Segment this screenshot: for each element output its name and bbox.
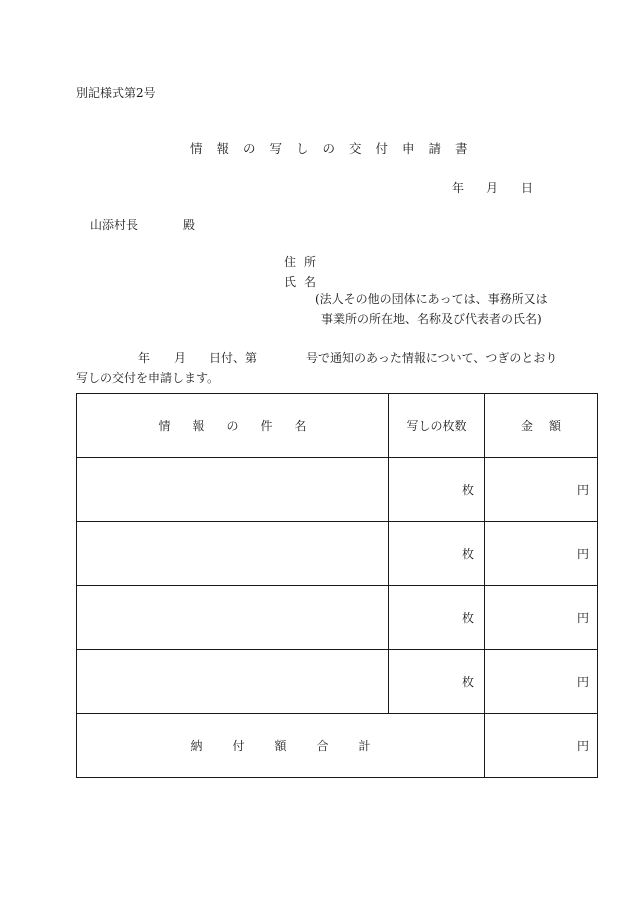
table-row: [77, 586, 598, 650]
total-amount-cell[interactable]: 円: [485, 714, 598, 778]
header-item-name: 情報の件名: [77, 394, 389, 458]
date-year-label: 年: [452, 181, 465, 195]
name-note-line1: (法人その他の団体にあっては、事務所又は: [315, 292, 548, 306]
addressee-honorific: 殿: [183, 218, 196, 232]
header-amount: 金額: [485, 394, 598, 458]
date-day-label: 日: [521, 181, 534, 195]
name-label: 氏名: [284, 275, 325, 289]
header-copies: 写しの枚数: [389, 394, 485, 458]
item-name-cell[interactable]: [77, 522, 389, 586]
item-name-cell[interactable]: [77, 586, 389, 650]
name-note-line2: 事業所の所在地、名称及び代表者の氏名): [321, 312, 542, 326]
table-total-row: [77, 714, 598, 778]
item-name-cell[interactable]: [77, 458, 389, 522]
amount-cell[interactable]: 円: [485, 586, 598, 650]
copies-cell[interactable]: 枚: [389, 458, 485, 522]
total-label: 納付額合計: [77, 714, 485, 778]
copies-cell[interactable]: 枚: [389, 522, 485, 586]
amount-cell[interactable]: 円: [485, 522, 598, 586]
table-row: [77, 522, 598, 586]
table-row: [77, 458, 598, 522]
reference-day-label: 日付、第: [209, 351, 258, 365]
table-row: [77, 650, 598, 714]
copies-cell[interactable]: 枚: [389, 650, 485, 714]
amount-cell[interactable]: 円: [485, 458, 598, 522]
item-name-cell[interactable]: [77, 650, 389, 714]
addressee-name: 山添村長: [90, 218, 139, 232]
request-statement: 写しの交付を申請します。: [76, 371, 220, 385]
copies-cell[interactable]: 枚: [389, 586, 485, 650]
reference-number-text: 号で通知のあった情報について、つぎのとおり: [306, 351, 558, 365]
information-table: [76, 393, 598, 778]
date-month-label: 月: [486, 181, 499, 195]
address-label: 住所: [284, 255, 325, 269]
reference-month-label: 月: [174, 351, 187, 365]
document-title: 情報の写しの交付申請書: [190, 141, 482, 156]
form-number: 別記様式第2号: [76, 86, 156, 100]
table-header-row: [77, 394, 598, 458]
amount-cell[interactable]: 円: [485, 650, 598, 714]
reference-year-label: 年: [138, 351, 151, 365]
